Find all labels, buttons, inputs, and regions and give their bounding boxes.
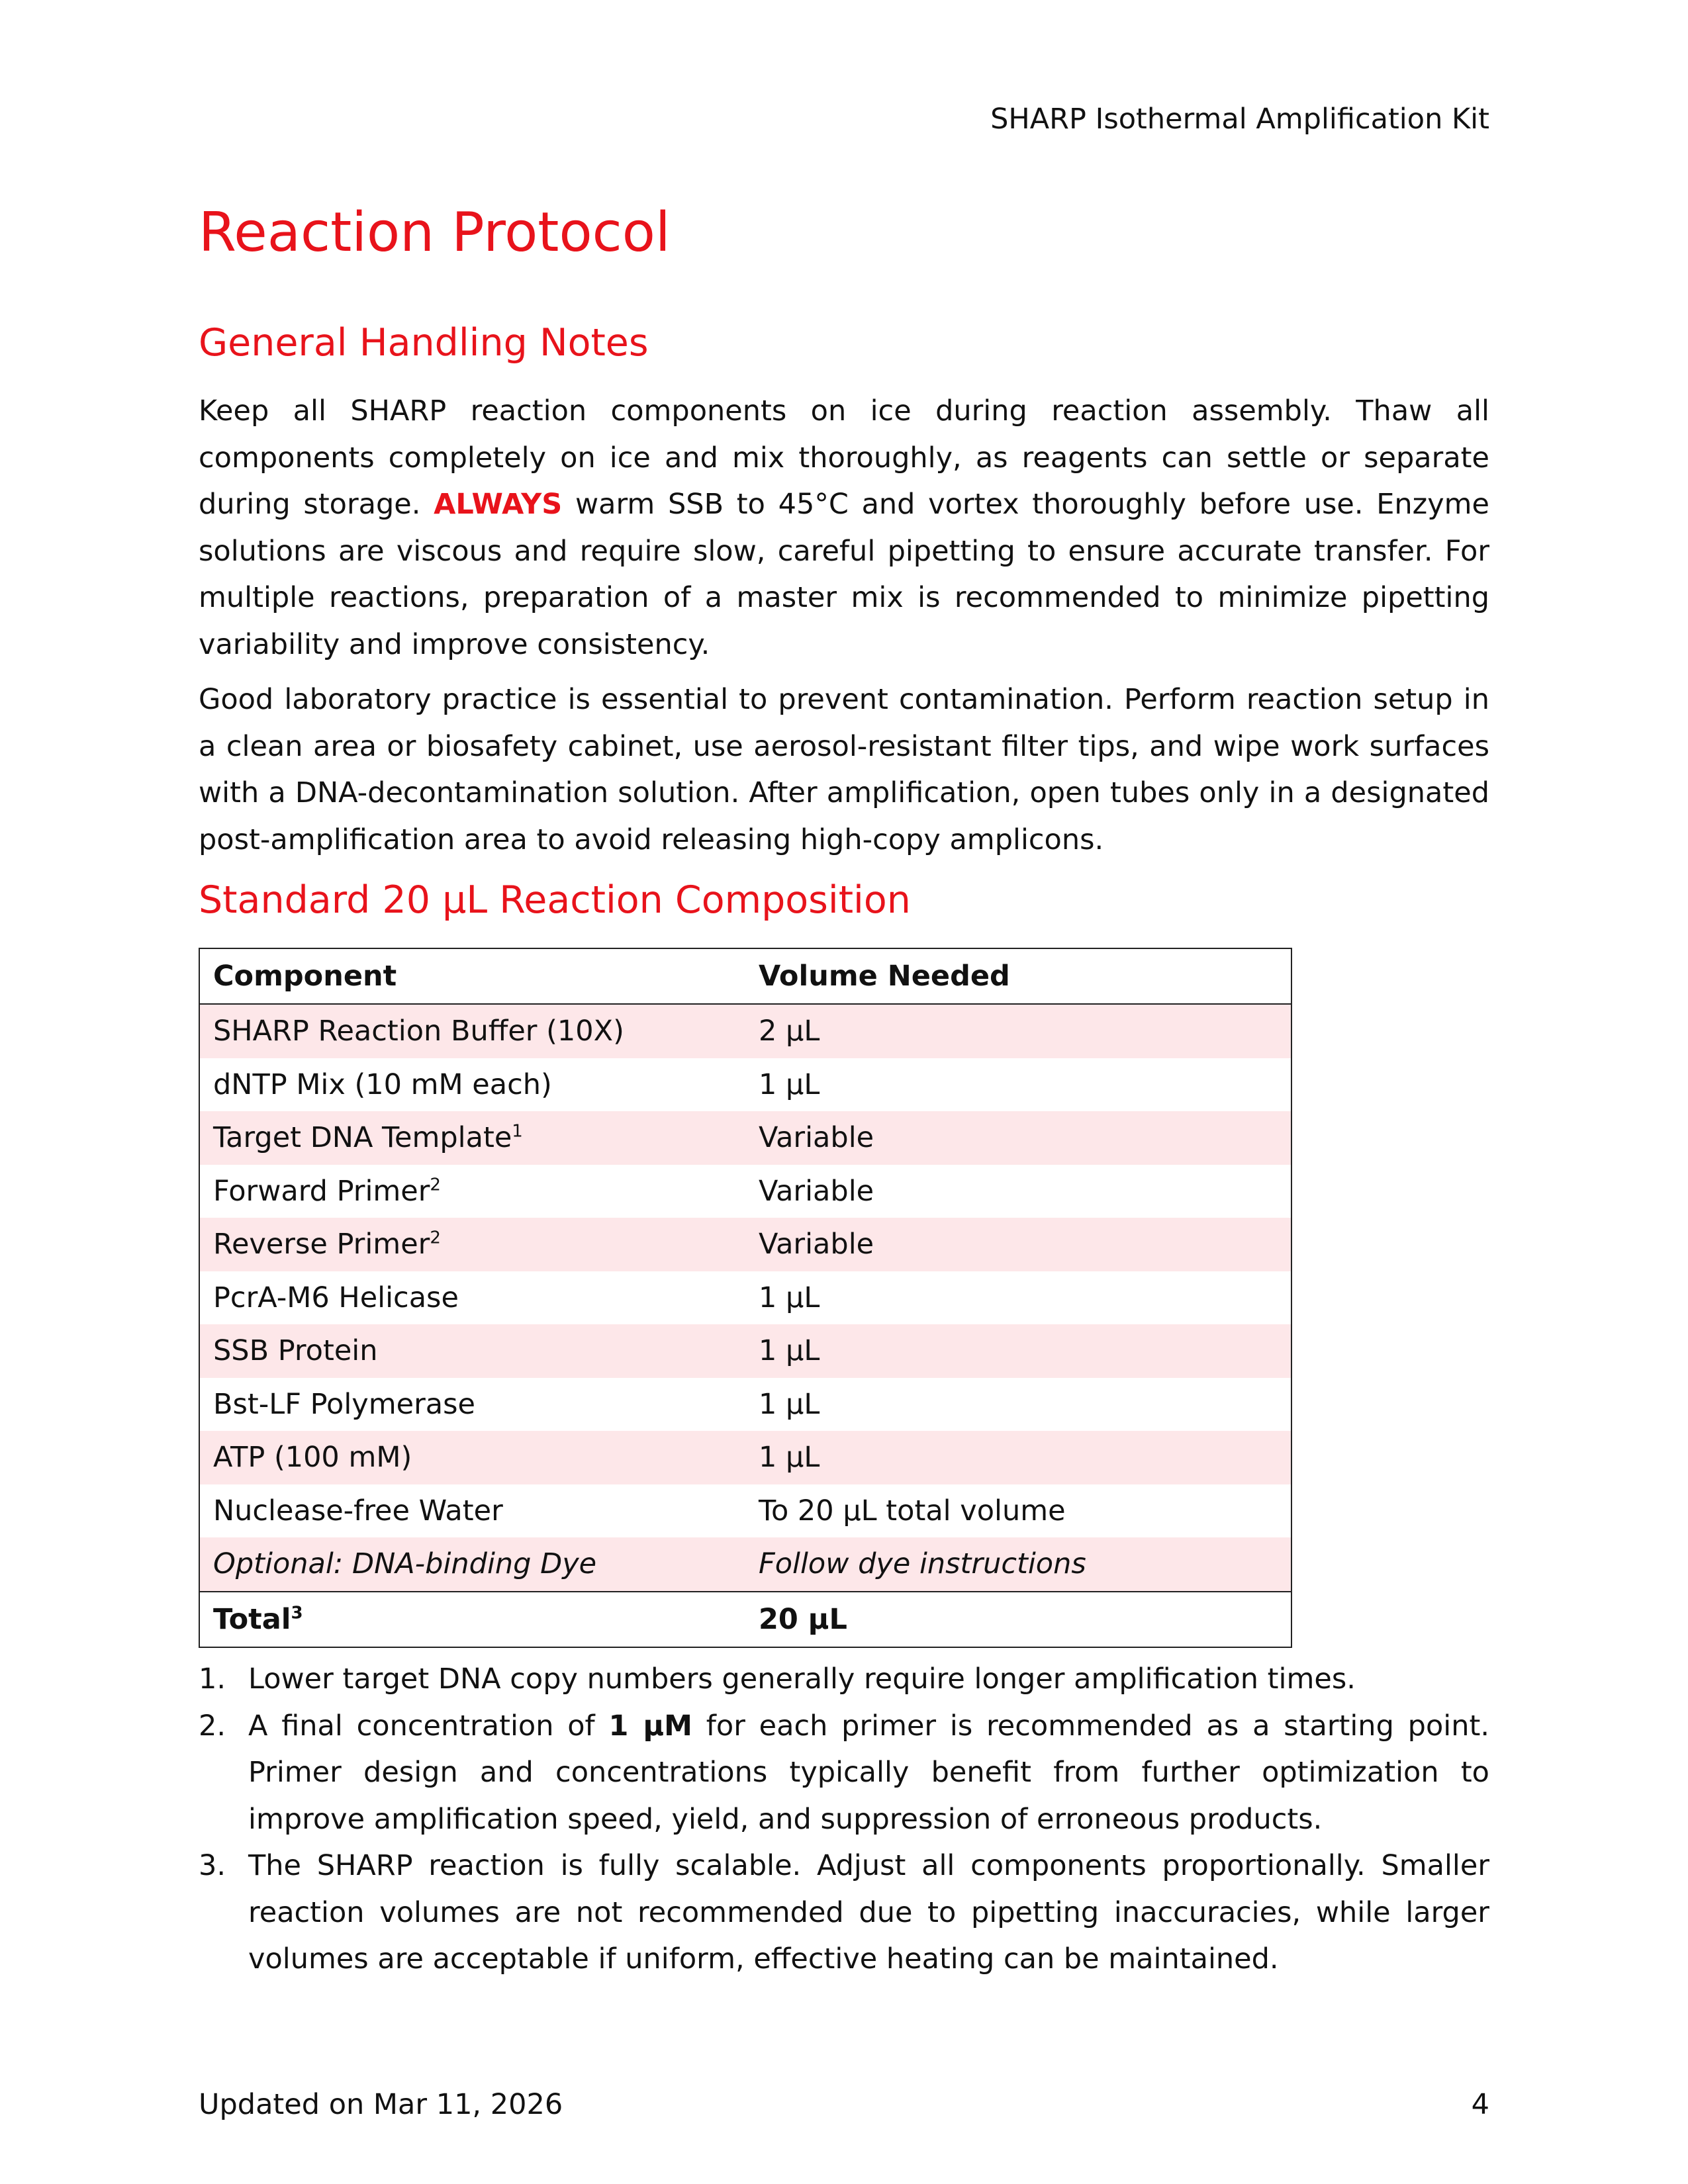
footnote-text: The SHARP reaction is fully scalable. Adjust all components proportionally. Smaller reaction volumes are not recommended due to pipetting inaccuracies, while larger volumes are acceptable if uniform, effective heating can be maintained. [248,1849,1489,1976]
table-row [199,1271,1291,1325]
component-cell: SHARP Reaction Buffer (10X) [199,1004,745,1058]
footnote-text: Lower target DNA copy numbers generally require longer amplification times. [248,1662,1356,1696]
volume-cell: 1 µL [745,1058,1291,1112]
table-row [199,1165,1291,1218]
footnote-marker: 3 [291,1603,303,1623]
table-footnotes [199,1656,1489,1983]
footnote-text: A final concentration of [248,1709,595,1743]
footnote-item [199,1656,1489,1703]
component-cell: Reverse Primer$^2$ [199,1218,745,1271]
footnote-marker: 1 [512,1121,523,1142]
composition-table-container [199,948,1291,1648]
total-volume-cell: 20 µL [745,1592,1291,1647]
volume-cell: 2 µL [745,1004,1291,1058]
table-row [199,1111,1291,1165]
component-cell: Forward Primer$^2$ [199,1165,745,1218]
footnote-number: 2. [199,1709,226,1743]
paragraph-text: Keep all SHARP reaction components on ice during reaction assembly. Thaw all components completely on ice and mix thoroughly, as reagents can settle or separate during storage. [199,394,1489,521]
page-title: Reaction Protocol [199,201,671,264]
table-row [199,1004,1291,1058]
component-cell: Optional: DNA-binding Dye [199,1537,745,1592]
table-row [199,1484,1291,1538]
table-total-row [199,1592,1291,1647]
component-cell: Nuclease-free Water [199,1484,745,1538]
component-cell: ATP (100 mM) [199,1431,745,1484]
component-cell: Bst-LF Polymerase [199,1378,745,1432]
total-label-cell: Total$^3$ [199,1592,745,1647]
volume-cell: 1 µL [745,1271,1291,1325]
component-cell: Target DNA Template$^1$ [199,1111,745,1165]
handling-notes-heading: General Handling Notes [199,321,649,365]
always-warning: ALWAYS [434,488,563,521]
volume-cell: Variable [745,1218,1291,1271]
footnote-marker: 2 [430,1175,441,1195]
volume-cell: 1 µL [745,1324,1291,1378]
volume-cell: Variable [745,1111,1291,1165]
component-cell: PcrA-M6 Helicase [199,1271,745,1325]
footnote-number: 1. [199,1662,226,1696]
volume-cell: Variable [745,1165,1291,1218]
handling-paragraph-2: Good laboratory practice is essential to prevent contamination. Perform reaction setup in a clean area or biosafety cabinet, use aerosol-resistant filter tips, and wipe work surfaces with a DNA-decontamination solution. After amplification, open tubes only in a designated post-amplification area to avoid releasing high-copy amplicons. [199,683,1489,856]
paragraph-text: warm SSB to 45°C and vortex thoroughly before use. Enzyme solutions are viscous and require slow, careful pipetting to ensure accurate transfer. For multiple reactions, preparation of a master mix is recommended to minimize pipetting variability and improve consistency. [199,488,1489,661]
table-row [199,1058,1291,1112]
table-header-row [199,948,1291,1004]
column-header: Component [199,948,745,1004]
footnote-number: 3. [199,1849,226,1882]
volume-cell: Follow dye instructions [745,1537,1291,1592]
footnote-item [199,1843,1489,1983]
table-row [199,1218,1291,1271]
component-cell: dNTP Mix (10 mM each) [199,1058,745,1112]
composition-heading: Standard 20 µL Reaction Composition [199,878,911,922]
volume-cell: To 20 µL total volume [745,1484,1291,1538]
table-row-optional [199,1537,1291,1592]
footnote-emphasis: 1 µM [608,1709,692,1743]
running-header: SHARP Isothermal Amplification Kit [990,103,1489,136]
volume-cell: 1 µL [745,1378,1291,1432]
footnote-text: for each primer is recommended as a starting point. Primer design and concentrations typically benefit from further optimization to improve amplification speed, yield, and suppression of erroneous products. [248,1709,1489,1836]
table-row [199,1378,1291,1432]
volume-cell: 1 µL [745,1431,1291,1484]
column-header: Volume Needed [745,948,1291,1004]
page-number: 4 [1471,2088,1489,2121]
table-row [199,1324,1291,1378]
handling-paragraph-1 [199,388,1489,668]
footer-updated-date: Updated on Mar 11, 2026 [199,2088,563,2121]
composition-table [199,948,1292,1648]
footnote-marker: 2 [430,1228,441,1248]
table-row [199,1431,1291,1484]
component-cell: SSB Protein [199,1324,745,1378]
footnote-item [199,1703,1489,1843]
